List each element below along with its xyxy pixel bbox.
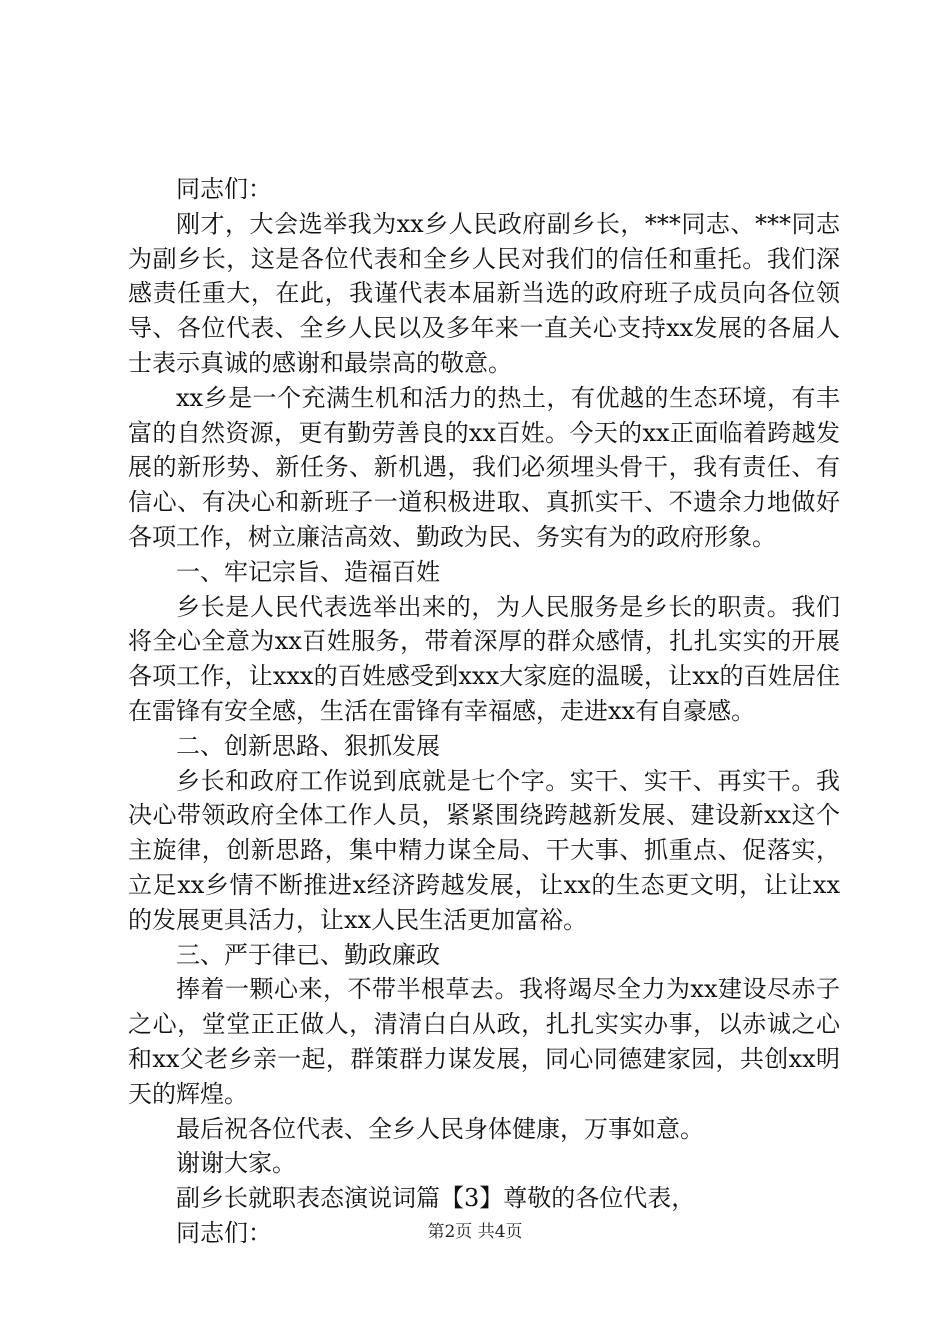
paragraph-opening: 刚才，大会选举我为xx乡人民政府副乡长，***同志、***同志为副乡长，这是各位代表和全乡人民对我们的信任和重托。我们深感责任重大，在此，我谨代表本届新当选的政府班子成员向各位领导、各位代表、全乡人民以及多年来一直关心支持xx发展的各届人士表示真诚的感谢和最崇高的敬意。	[128, 209, 840, 377]
paragraph-next-title: 副乡长就职表态演说词篇【3】尊敬的各位代表，	[176, 1184, 696, 1213]
page-number: 第2页 共4页	[427, 1222, 523, 1242]
paragraph-wishes: 最后祝各位代表、全乡人民身体健康，万事如意。	[176, 1114, 704, 1143]
paragraph-section-2: 乡长和政府工作说到底就是七个字。实干、实干、再实干。我决心带领政府全体工作人员，紧紧围绕跨越新发展、建设新xx这个主旋律，创新思路，集中精力谋全局、干大事、抓重点、促落实，立足xx乡情不断推进x经济跨越发展，让xx的生态更文明，让让xx的发展更具活力，让xx人民生活更加富裕。	[128, 766, 840, 934]
paragraph-salutation: 同志们：	[176, 175, 272, 203]
paragraph-thanks: 谢谢大家。	[176, 1149, 296, 1178]
section-heading-2: 二、创新思路、狠抓发展	[176, 731, 440, 760]
paragraph-next-salutation: 同志们：	[176, 1218, 272, 1247]
document-body	[128, 172, 840, 1251]
paragraph-section-1: 乡长是人民代表选举出来的，为人民服务是乡长的职责。我们将全心全意为xx百姓服务，带着深厚的群众感情，扎扎实实的开展各项工作，让xxx的百姓感受到xxx大家庭的温暖，让xx的百姓居住在雷锋有安全感，生活在雷锋有幸福感，走进xx有自豪感。	[128, 592, 840, 725]
section-heading-3: 三、严于律已、勤政廉政	[176, 940, 440, 969]
paragraph-introduction: xx乡是一个充满生机和活力的热土，有优越的生态环境，有丰富的自然资源，更有勤劳善良的xx百姓。今天的xx正面临着跨越发展的新形势、新任务、新机遇，我们必须埋头骨干，我有责任、有信心、有决心和新班子一道积极进取、真抓实干、不遗余力地做好各项工作，树立廉洁高效、勤政为民、务实有为的政府形象。	[128, 383, 840, 551]
section-heading-1: 一、牢记宗旨、造福百姓	[176, 557, 440, 586]
paragraph-section-3: 捧着一颗心来，不带半根草去。我将竭尽全力为xx建设尽赤子之心，堂堂正正做人，清清白白从政，扎扎实实办事，以赤诚之心和xx父老乡亲一起，群策群力谋发展，同心同德建家园，共创xx明天的辉煌。	[128, 975, 840, 1108]
